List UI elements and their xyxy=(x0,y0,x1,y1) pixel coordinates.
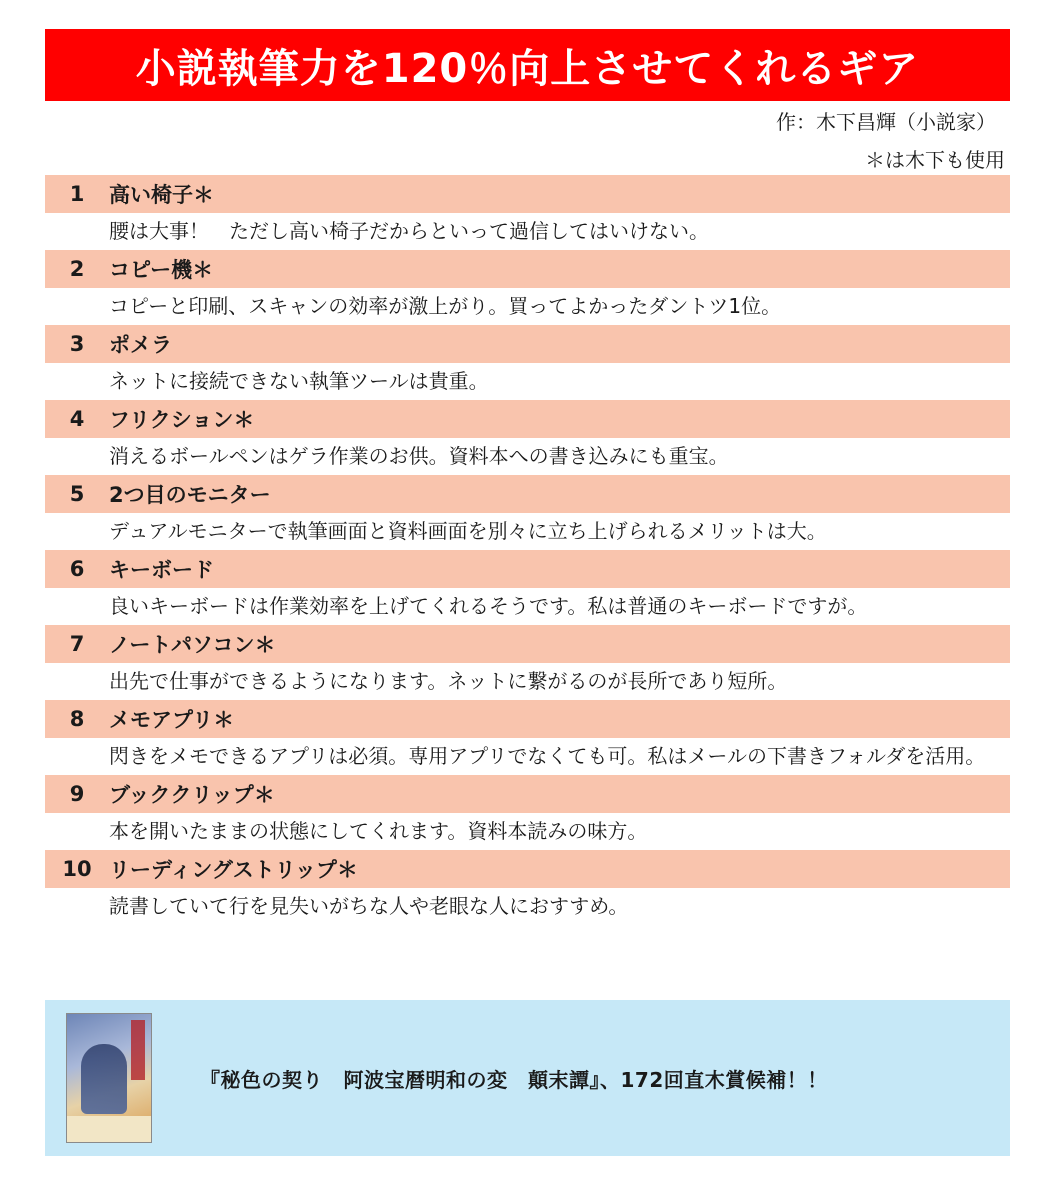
item-title: リーディングストリップ＊ xyxy=(109,858,358,882)
item-title: ノートパソコン＊ xyxy=(109,633,276,657)
book-title-mark xyxy=(131,1020,145,1080)
item-number: 5 xyxy=(69,482,85,506)
item-title: 高い椅子＊ xyxy=(109,183,214,207)
promo-text: 『秘色の契り 阿波宝暦明和の変 顛末譚』、172回直木賞候補！！ xyxy=(200,1067,828,1092)
list-item-header xyxy=(45,850,1010,888)
list-item-header xyxy=(45,325,1010,363)
item-description: 読書していて行を見失いがちな人や老眼な人におすすめ。 xyxy=(109,894,629,918)
item-description: 良いキーボードは作業効率を上げてくれるそうです。私は普通のキーボードですが。 xyxy=(109,594,868,618)
list-item-header xyxy=(45,400,1010,438)
author-credit: 作：木下昌輝（小説家） xyxy=(776,110,996,134)
list-item-header xyxy=(45,550,1010,588)
item-description: デュアルモニターで執筆画面と資料画面を別々に立ち上げられるメリットは大。 xyxy=(109,519,827,543)
item-number: 3 xyxy=(69,332,85,356)
book-band xyxy=(67,1116,151,1142)
list-item-header xyxy=(45,700,1010,738)
item-description: 腰は大事！ ただし高い椅子だからといって過信してはいけない。 xyxy=(109,219,709,243)
item-title: フリクション＊ xyxy=(109,408,255,432)
item-title: キーボード xyxy=(109,558,214,582)
usage-note: ＊は木下も使用 xyxy=(865,148,1005,172)
list-item-header xyxy=(45,250,1010,288)
item-number: 1 xyxy=(69,182,85,206)
item-number: 6 xyxy=(69,557,85,581)
item-title: コピー機＊ xyxy=(109,258,214,282)
book-cover-image xyxy=(66,1013,152,1143)
list-item-header xyxy=(45,475,1010,513)
item-title: ポメラ xyxy=(109,333,172,357)
gear-list xyxy=(45,175,1010,925)
item-description: コピーと印刷、スキャンの効率が激上がり。買ってよかったダントツ1位。 xyxy=(109,294,782,318)
item-description: 出先で仕事ができるようになります。ネットに繋がるのが長所であり短所。 xyxy=(109,669,788,693)
item-title: メモアプリ＊ xyxy=(109,708,235,732)
item-title: 2つ目のモニター xyxy=(109,483,271,507)
list-item-header xyxy=(45,775,1010,813)
page-title: 小説執筆力を120％向上させてくれるギア xyxy=(45,29,1010,101)
item-title: ブッククリップ＊ xyxy=(109,783,275,807)
promo-banner xyxy=(45,1000,1010,1156)
list-item-header xyxy=(45,175,1010,213)
item-description: ネットに接続できない執筆ツールは貴重。 xyxy=(109,369,489,393)
item-number: 7 xyxy=(69,632,85,656)
item-number: 2 xyxy=(69,257,85,281)
item-description: 閃きをメモできるアプリは必須。専用アプリでなくても可。私はメールの下書きフォルダを活用。 xyxy=(109,744,986,768)
item-description: 本を開いたままの状態にしてくれます。資料本読みの味方。 xyxy=(109,819,648,843)
item-description: 消えるボールペンはゲラ作業のお供。資料本への書き込みにも重宝。 xyxy=(109,444,729,468)
book-figure xyxy=(81,1044,127,1114)
item-number: 8 xyxy=(69,707,85,731)
list-item-header xyxy=(45,625,1010,663)
item-number: 4 xyxy=(69,407,85,431)
item-number: 10 xyxy=(62,857,92,881)
item-number: 9 xyxy=(69,782,85,806)
